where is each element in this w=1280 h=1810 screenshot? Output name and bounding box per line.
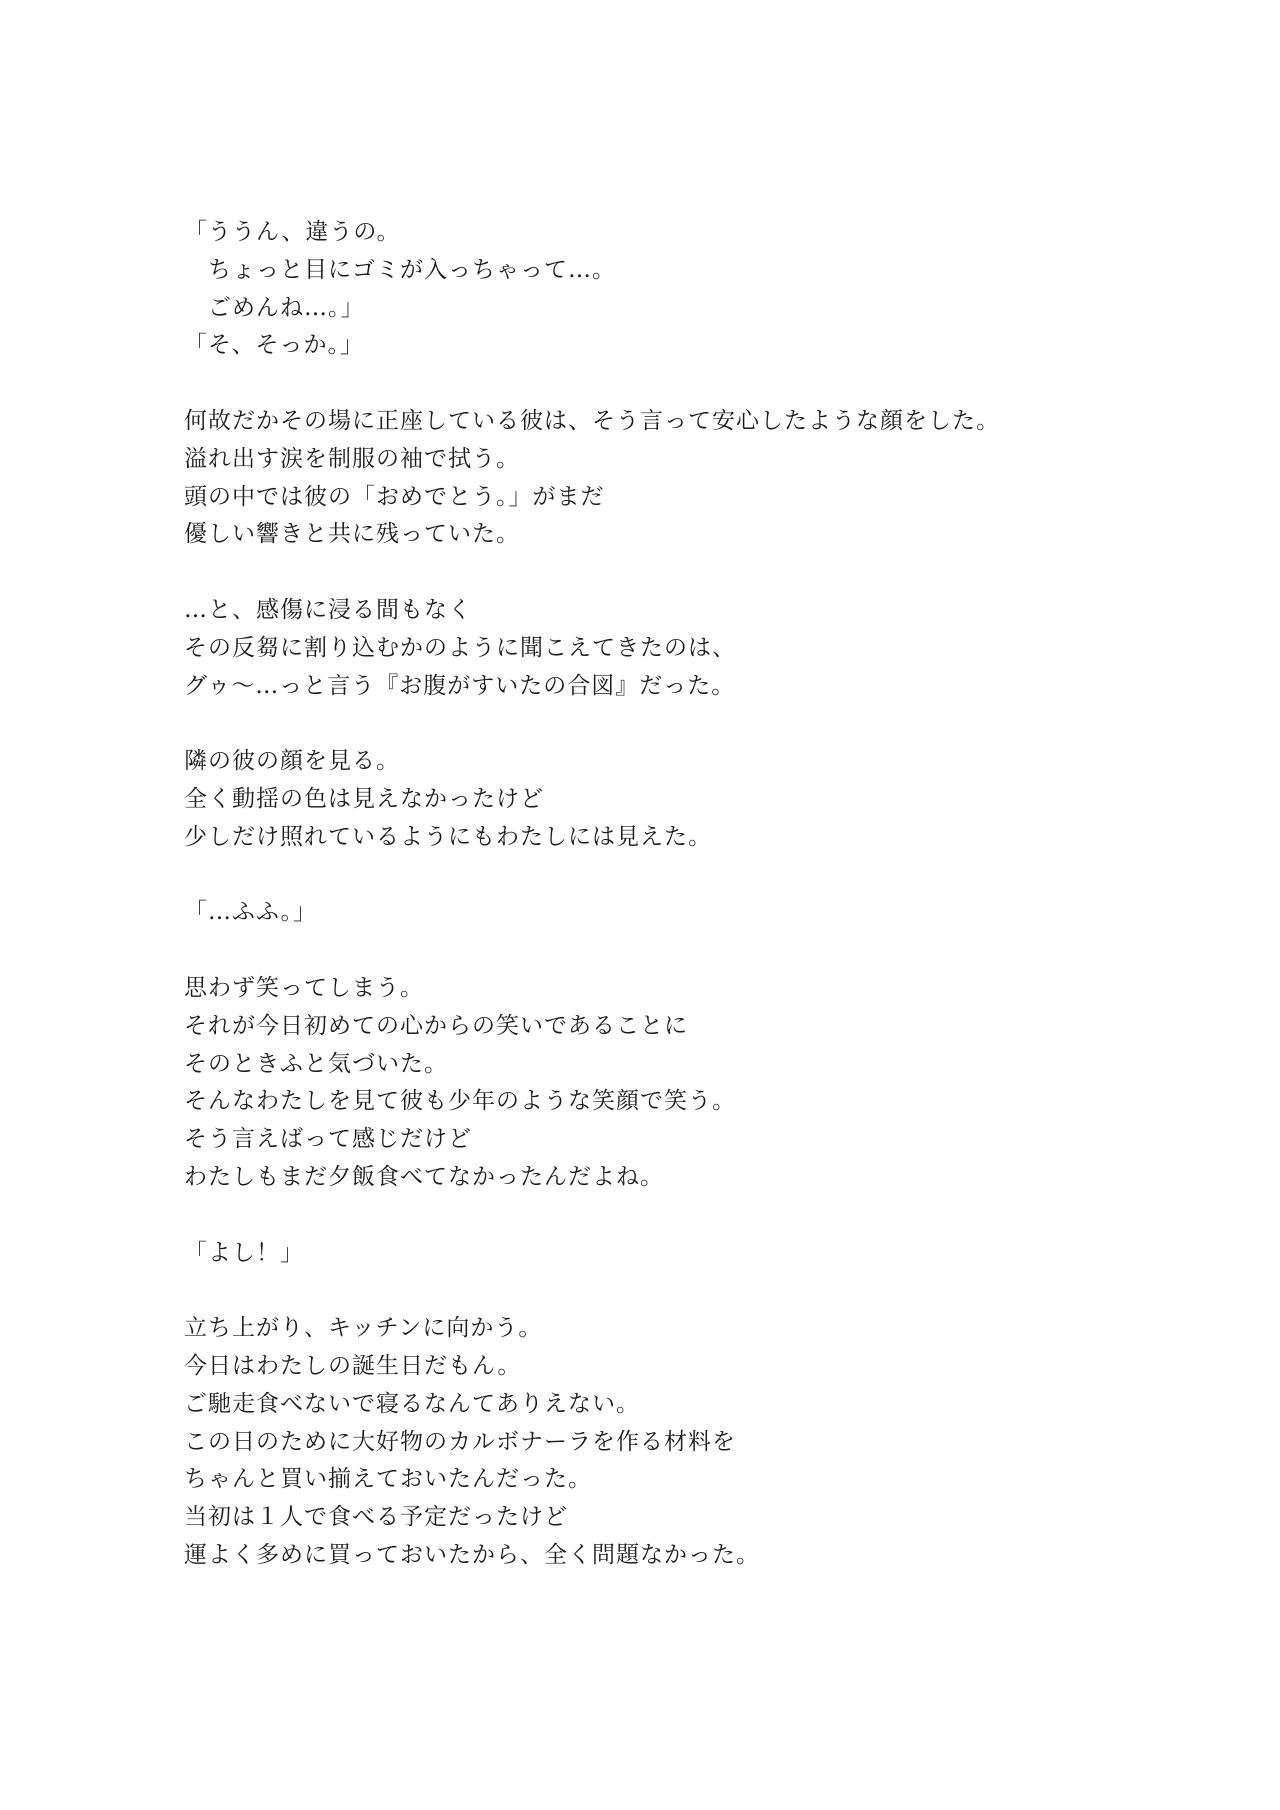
- text-line: この日のために大好物のカルボナーラを作る材料を: [184, 1428, 736, 1455]
- text-line: グゥ〜…っと言う『お腹がすいたの合図』だった。: [184, 672, 736, 699]
- text-line: 溢れ出す涙を制服の袖で拭う。: [184, 445, 520, 472]
- text-line: 少しだけ照れているようにもわたしには見えた。: [184, 823, 712, 850]
- text-line: そう言えばって感じだけど: [184, 1126, 472, 1153]
- text-line: 何故だかその場に正座している彼は、そう言って安心したような顔をした。: [184, 407, 1000, 434]
- text-line: 当初は１人で食べる予定だったけど: [184, 1504, 568, 1531]
- text-line: 全く動揺の色は見えなかったけど: [184, 785, 544, 812]
- text-line: 隣の彼の顔を見る。: [184, 748, 400, 775]
- blank-line: [184, 857, 1184, 895]
- text-line: 「…ふふ。」: [184, 899, 317, 926]
- text-line: 立ち上がり、キッチンに向かう。: [184, 1315, 543, 1342]
- blank-line: [184, 554, 1184, 592]
- text-line: 「よし！」: [184, 1239, 304, 1266]
- text-line: ご馳走食べないで寝るなんてありえない。: [184, 1390, 640, 1417]
- text-line: そんなわたしを見て彼も少年のような笑顔で笑う。: [184, 1088, 736, 1115]
- blank-line: [184, 1197, 1184, 1235]
- text-line: ちゃんと買い揃えておいたんだった。: [184, 1466, 592, 1493]
- text-line: 「そ、そっか。」: [184, 332, 365, 359]
- text-line: その反芻に割り込むかのように聞こえてきたのは、: [184, 634, 736, 661]
- text-line: わたしもまだ夕飯食べてなかったんだよね。: [184, 1163, 664, 1190]
- blank-line: [184, 365, 1184, 403]
- text-line: 思わず笑ってしまう。: [184, 974, 424, 1001]
- story-text: [184, 214, 1184, 1575]
- blank-line: [184, 1272, 1184, 1310]
- blank-line: [184, 932, 1184, 970]
- text-line: それが今日初めての心からの笑いであることに: [184, 1012, 688, 1039]
- text-line: 運よく多めに買っておいたから、全く問題なかった。: [184, 1541, 760, 1568]
- text-line: 今日はわたしの誕生日だもん。: [184, 1352, 522, 1379]
- text-line: そのときふと気づいた。: [184, 1050, 448, 1077]
- text-line: 頭の中では彼の「おめでとう。」がまだ: [184, 483, 605, 510]
- text-line: 「ううん、違うの。: [184, 219, 401, 245]
- text-line: 優しい響きと共に残っていた。: [184, 521, 520, 548]
- text-line: …と、感傷に浸る間もなく: [184, 596, 472, 623]
- blank-line: [184, 705, 1184, 743]
- text-line: ごめんね…。」: [184, 294, 365, 321]
- text-line: ちょっと目にゴミが入っちゃって…。: [184, 256, 616, 283]
